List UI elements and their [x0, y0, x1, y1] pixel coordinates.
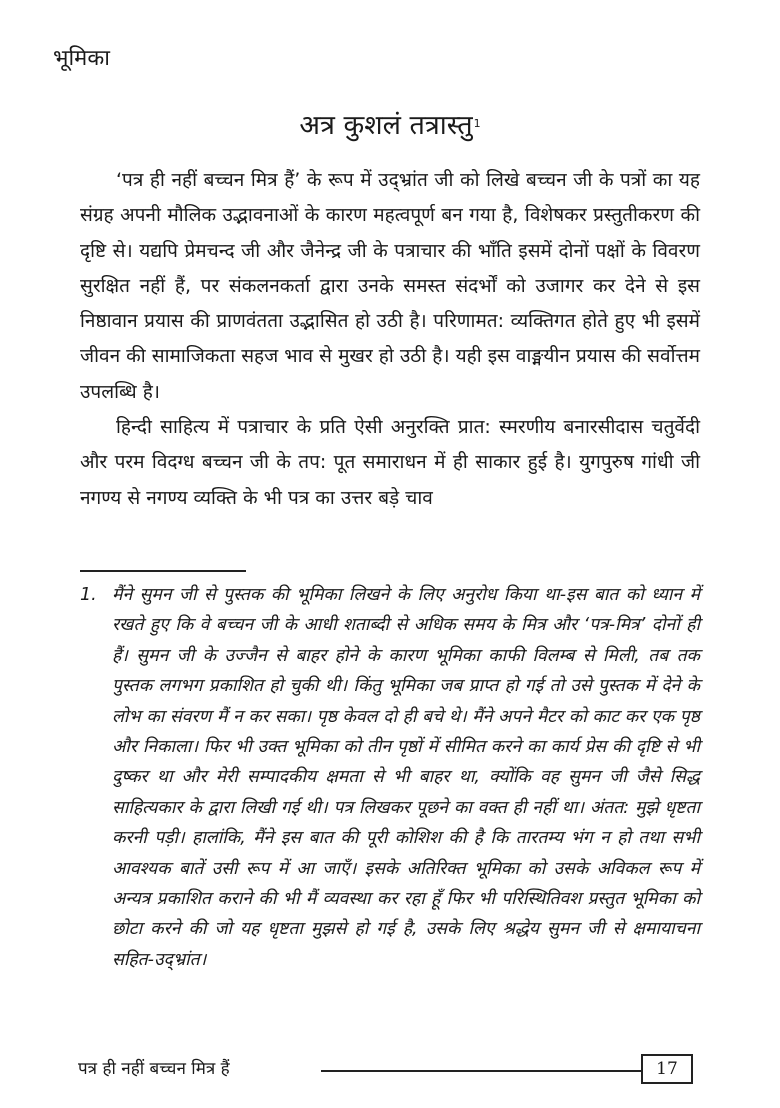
footnote-number: 1. [80, 585, 97, 605]
page-number: 17 [641, 1054, 693, 1084]
body-text [80, 163, 700, 516]
chapter-title-text: अत्र कुशलं तत्रास्तु [299, 110, 473, 141]
footnote [80, 580, 700, 975]
footer-book-title: पत्र ही नहीं बच्चन मित्र हैं [78, 1059, 230, 1079]
page-footer [78, 1052, 698, 1088]
running-head: भूमिका [53, 46, 110, 71]
footer-rule [321, 1070, 641, 1072]
footnote-text: मैंने सुमन जी से पुस्तक की भूमिका लिखने के लिए अनुरोध किया था-इस बात को ध्यान में रखते हुए कि वे बच्चन जी के आधी शताब्दी से अधिक समय के मित्र और ‘पत्र-मित्र’ दोनों ही हैं। सुमन जी के उज्जैन से बाहर होने के कारण भूमिका काफी विलम्ब से मिली, तब तक पुस्तक लगभग प्रकाशित हो चुकी थी। किंतु भूमिका जब प्राप्त हो गई तो उसे पुस्तक में देने के लोभ का संवरण मैं न कर सका। पृष्ठ केवल दो ही बचे थे। मैंने अपने मैटर को काट कर एक पृष्ठ और निकाला। फिर भी उक्त भूमिका को तीन पृष्ठों में सीमित करने का कार्य प्रेस की दृष्टि से भी दुष्कर था और मेरी सम्पादकीय क्षमता से भी बाहर था, क्योंकि वह सुमन जी जैसे सिद्ध साहित्यकार के द्वारा लिखी गई थी। पत्र लिखकर पूछने का वक्त ही नहीं था। अंतत: मुझे धृष्टता करनी पड़ी। हालांकि, मैंने इस बात की पूरी कोशिश की है कि तारतम्य भंग न हो तथा सभी आवश्यक बातें उसी रूप में आ जाएँ। इसके अतिरिक्त भूमिका को उसके अविकल रूप में अन्यत्र प्रकाशित कराने की भी मैं व्यवस्था कर रहा हूँ फिर भी परिस्थितिवश प्रस्तुत भूमिका को छोटा करने की जो यह धृष्टता मुझसे हो गई है, उसके लिए श्रद्धेय सुमन जी से क्षमायाचना सहित-उद्भ्रांत। [112, 585, 700, 970]
footnote-reference: 1 [473, 117, 481, 130]
chapter-title [0, 108, 780, 144]
paragraph: हिन्दी साहित्य में पत्राचार के प्रति ऐसी अनुरक्ति प्रात: स्मरणीय बनारसीदास चतुर्वेदी और परम विदग्ध बच्चन जी के तप: पूत समाराधन में ही साकार हुई है। युगपुरुष गांधी जी नगण्य से नगण्य व्यक्ति के भी पत्र का उत्तर बड़े चाव [80, 416, 700, 509]
paragraph: ‘पत्र ही नहीं बच्चन मित्र हैं’ के रूप में उद्भ्रांत जी को लिखे बच्चन जी के पत्रों का यह संग्रह अपनी मौलिक उद्भावनाओं के कारण महत्वपूर्ण बन गया है, विशेषकर प्रस्तुतीकरण की दृष्टि से। यद्यपि प्रेमचन्द जी और जैनेन्द्र जी के पत्राचार की भाँति इसमें दोनों पक्षों के विवरण सुरक्षित नहीं हैं, पर संकलनकर्ता द्वारा उनके समस्त संदर्भों को उजागर कर देने से इस निष्ठावान प्रयास की प्राणवंतता उद्भासित हो उठी है। परिणामत: व्यक्तिगत होते हुए भी इसमें जीवन की सामाजिकता सहज भाव से मुखर हो उठी है। यही इस वाङ्मयीन प्रयास की सर्वोत्तम उपलब्धि है। [80, 169, 700, 403]
footnote-separator [80, 570, 246, 572]
